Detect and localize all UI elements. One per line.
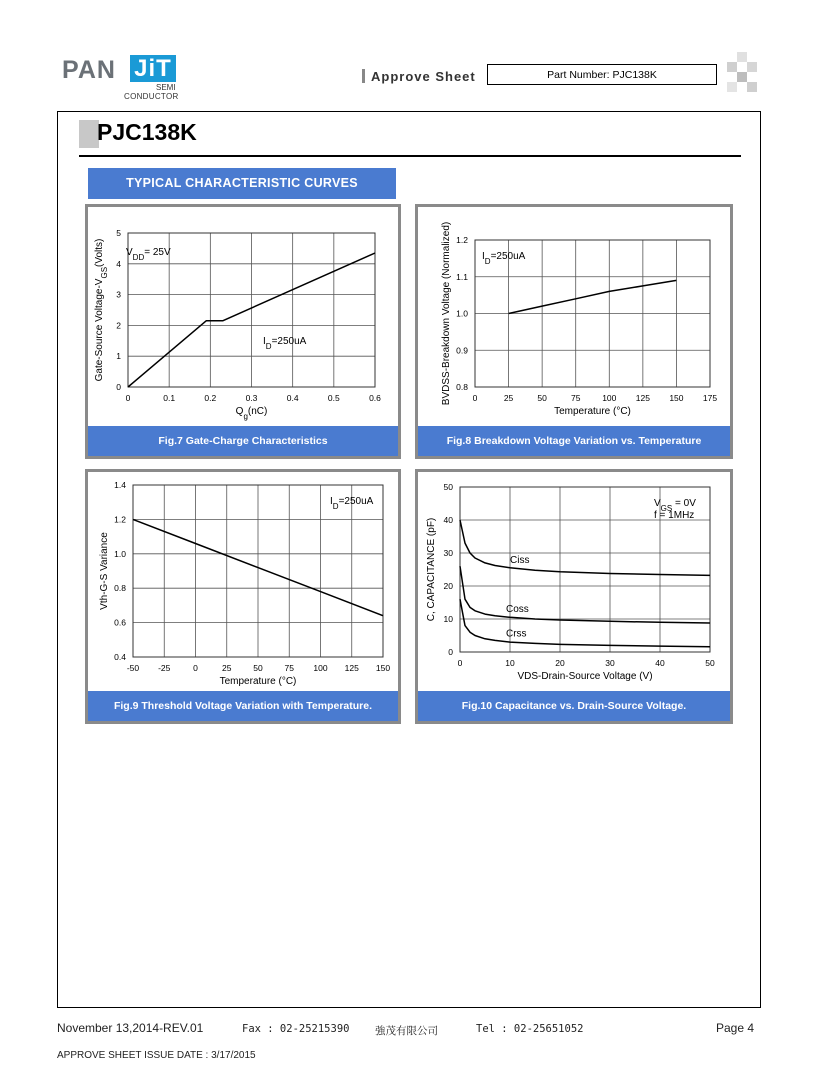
fig8-caption: Fig.8 Breakdown Voltage Variation vs. Temperature	[418, 426, 730, 456]
chart-annotation: $V_{GS} = 0V$	[654, 498, 696, 513]
y-tick-label: 1.0	[114, 548, 126, 559]
x-axis-label: Temperature (°C)	[219, 676, 297, 687]
chart-annotation: $I_D=250uA$	[482, 251, 526, 266]
y-tick-label: 0.8	[114, 583, 126, 594]
x-tick-label: 50	[253, 663, 263, 673]
page-title: PJC138K	[97, 119, 197, 145]
footer-fax: Fax : 02-25215390	[242, 1023, 350, 1035]
fig7-caption: Fig.7 Gate-Charge Characteristics	[88, 426, 398, 456]
y-tick-label: 2	[116, 320, 121, 331]
chart-annotation: f = 1MHz	[654, 510, 695, 521]
fig7-chart	[88, 207, 398, 426]
x-tick-label: 50	[705, 658, 715, 668]
y-tick-label: 30	[443, 548, 453, 558]
footer-company: 強茂有限公司	[375, 1025, 438, 1037]
x-tick-label: 0.4	[286, 393, 299, 403]
x-axis-label: Temperature (°C)	[554, 406, 631, 417]
fig10-chart	[418, 472, 730, 691]
y-tick-label: 0.8	[456, 382, 468, 392]
x-tick-label: 25	[503, 393, 514, 403]
x-tick-label: 40	[655, 658, 665, 668]
logo-pan-text: PAN	[62, 56, 116, 84]
x-tick-label: -25	[158, 663, 171, 673]
y-axis-label: C, CAPACITANCE (pF)	[426, 517, 437, 622]
x-tick-label: 0.3	[245, 393, 258, 403]
y-tick-label: 1.2	[114, 514, 126, 525]
x-tick-label: 75	[284, 663, 294, 673]
logo-conductor-text: CONDUCTOR	[124, 92, 179, 101]
x-tick-label: 75	[570, 393, 581, 403]
series-label: Ciss	[510, 554, 530, 566]
logo-semi-text: SEMI	[156, 83, 176, 92]
footer-page-number: Page 4	[716, 1021, 755, 1035]
y-axis-label: BVDSS-Breakdown Voltage (Normalized)	[441, 221, 452, 406]
panjit-logo	[62, 52, 182, 100]
y-tick-label: 1.2	[456, 235, 468, 245]
approve-sheet-marker	[362, 69, 365, 83]
fig8-chart	[418, 207, 730, 426]
x-tick-label: 0.2	[204, 393, 217, 403]
fig10-caption: Fig.10 Capacitance vs. Drain-Source Voltage.	[418, 691, 730, 721]
series-line-ciss	[460, 520, 710, 575]
series-line	[509, 280, 677, 313]
y-tick-label: 3	[116, 289, 121, 300]
part-number-box: Part Number: PJC138K	[487, 64, 717, 85]
x-tick-label: 100	[602, 393, 617, 403]
x-tick-label: 25	[222, 663, 232, 673]
fig9-panel	[85, 469, 401, 724]
x-tick-label: 10	[505, 658, 515, 668]
x-tick-label: 100	[313, 663, 328, 673]
x-tick-label: 20	[555, 658, 565, 668]
chart-annotation: $I_D=250uA$	[263, 336, 307, 351]
x-tick-label: 150	[669, 393, 684, 403]
fig9-chart	[88, 472, 398, 691]
logo-jit-text: JiT	[130, 55, 176, 82]
y-tick-label: 10	[443, 614, 453, 624]
y-axis-label: Vth-G-S Variance	[99, 532, 110, 610]
x-tick-label: 30	[605, 658, 615, 668]
y-tick-label: 20	[443, 581, 453, 591]
x-tick-label: 0.6	[369, 393, 381, 403]
y-tick-label: 1.0	[456, 308, 468, 319]
y-tick-label: 4	[116, 258, 121, 269]
chart-annotation: $I_D=250uA$	[330, 496, 374, 511]
x-tick-label: 0.5	[327, 393, 340, 403]
x-tick-label: 0	[193, 663, 198, 673]
section-banner: TYPICAL CHARACTERISTIC CURVES	[88, 168, 396, 199]
x-tick-label: 0.1	[163, 393, 176, 403]
x-tick-label: 175	[702, 393, 718, 403]
approve-sheet-label: Approve Sheet	[371, 69, 476, 84]
series-label: Coss	[506, 603, 529, 615]
y-axis-label: Gate-Source Voltage-$V_{GS}(Volts)$	[94, 238, 109, 382]
x-tick-label: 50	[537, 393, 547, 403]
y-tick-label: 40	[443, 515, 453, 525]
y-tick-label: 1.4	[114, 480, 126, 490]
x-tick-label: 0	[472, 393, 478, 403]
y-tick-label: 1	[116, 351, 121, 362]
x-tick-label: 0	[457, 658, 463, 668]
y-tick-label: 5	[116, 228, 121, 238]
x-tick-label: 125	[344, 663, 359, 673]
y-tick-label: 50	[443, 482, 453, 492]
x-axis-label: VDS-Drain-Source Voltage (V)	[517, 671, 653, 682]
x-tick-label: 0	[125, 393, 131, 403]
y-tick-label: 0.9	[456, 345, 468, 356]
x-tick-label: 125	[635, 393, 650, 403]
y-tick-label: 0.4	[114, 652, 126, 662]
y-tick-label: 0	[448, 647, 453, 657]
y-tick-label: 1.1	[456, 271, 468, 282]
footer-date-rev: November 13,2014-REV.01	[57, 1021, 204, 1035]
x-tick-label: -50	[126, 663, 140, 673]
footer-issue-date: APPROVE SHEET ISSUE DATE : 3/17/2015	[57, 1050, 256, 1061]
chart-annotation: $V_{DD}= 25V$	[126, 247, 171, 262]
fig9-caption: Fig.9 Threshold Voltage Variation with Temperature.	[88, 691, 398, 721]
y-tick-label: 0.6	[114, 617, 126, 628]
x-tick-label: 150	[375, 663, 391, 673]
y-tick-label: 0	[116, 382, 121, 392]
footer-tel: Tel : 02-25651052	[476, 1023, 584, 1035]
x-axis-label: $Q_g(nC)$	[235, 406, 268, 421]
title-shade	[79, 120, 99, 148]
title-divider	[79, 155, 741, 157]
series-label: Crss	[506, 628, 527, 640]
fig8-panel	[415, 204, 733, 459]
fig10-panel	[415, 469, 733, 724]
fig7-panel	[85, 204, 401, 459]
